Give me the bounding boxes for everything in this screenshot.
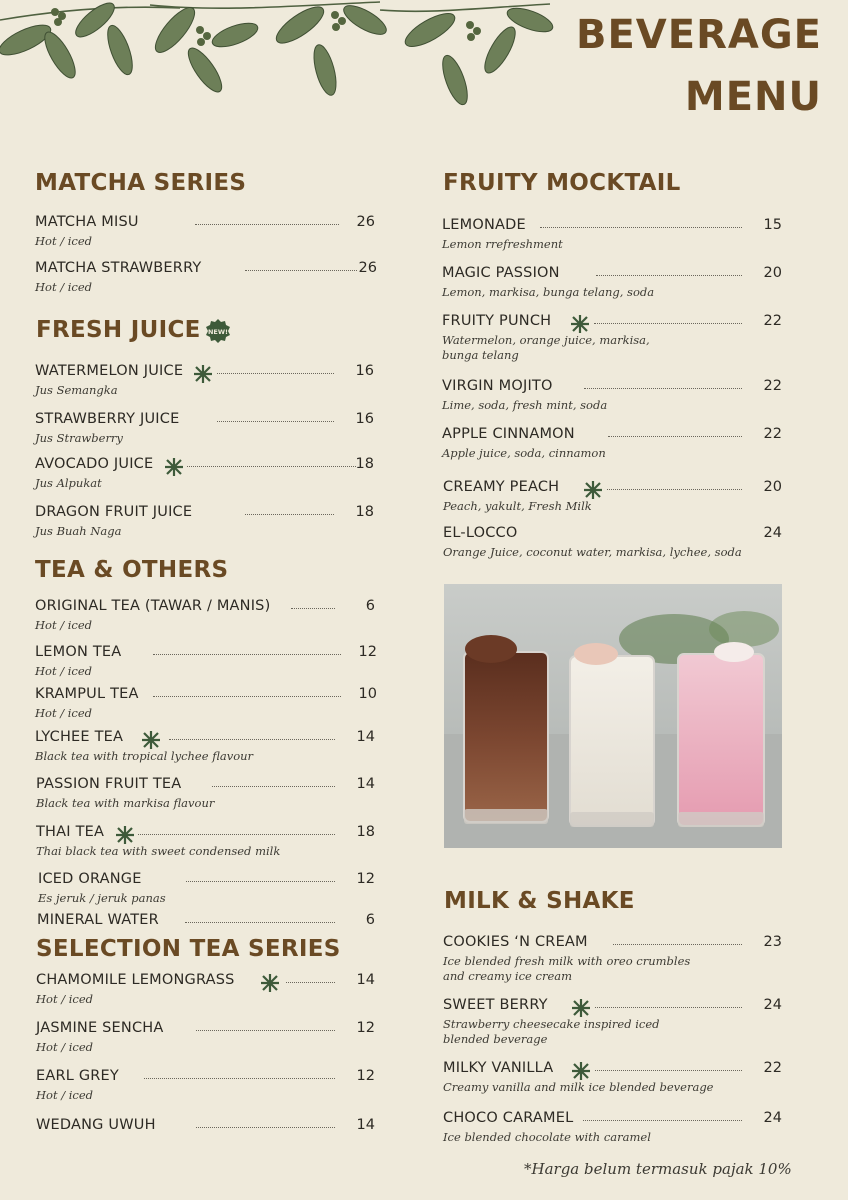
item-price: 12 <box>356 1020 375 1036</box>
menu-item <box>35 729 375 769</box>
item-price: 14 <box>356 1117 375 1133</box>
menu-item <box>35 363 374 403</box>
item-price: 18 <box>356 824 375 840</box>
item-price: 24 <box>763 525 782 541</box>
item-desc: Hot / iced <box>36 1088 94 1102</box>
item-desc: Hot / iced <box>35 234 93 248</box>
star-icon <box>570 314 590 334</box>
item-price: 22 <box>763 378 782 394</box>
tax-footnote: *Harga belum termasuk pajak 10% <box>524 1160 792 1178</box>
item-name: DRAGON FRUIT JUICE <box>35 504 193 520</box>
star-icon <box>571 1061 591 1081</box>
menu-item <box>35 644 377 684</box>
menu-item <box>443 1110 782 1150</box>
item-desc: Thai black tea with sweet condensed milk <box>36 844 281 858</box>
item-name: APPLE CINNAMON <box>442 426 575 442</box>
item-name: EL-LOCCO <box>443 525 518 541</box>
item-name: MATCHA STRAWBERRY <box>35 260 202 276</box>
item-desc: Es jeruk / jeruk panas <box>38 891 166 905</box>
item-price: 18 <box>355 456 374 472</box>
item-price: 12 <box>356 1068 375 1084</box>
item-name: STRAWBERRY JUICE <box>35 411 180 427</box>
star-icon <box>141 730 161 750</box>
item-desc: Lemon, markisa, bunga telang, soda <box>442 285 655 299</box>
menu-title <box>576 4 822 128</box>
menu-item <box>36 1117 375 1139</box>
item-price: 26 <box>358 260 377 276</box>
item-desc: Lemon rrefreshment <box>442 237 563 251</box>
item-price: 14 <box>356 776 375 792</box>
item-desc: Creamy vanilla and milk ice blended beverage <box>443 1080 714 1094</box>
menu-item <box>35 598 375 638</box>
menu-item <box>36 1020 375 1060</box>
drinks-photo <box>444 584 782 848</box>
star-icon <box>115 825 135 845</box>
menu-item <box>443 525 782 565</box>
menu-item <box>443 479 782 519</box>
item-desc: Hot / iced <box>36 1040 94 1054</box>
item-name: LYCHEE TEA <box>35 729 124 745</box>
item-name: MAGIC PASSION <box>442 265 560 281</box>
item-name: WEDANG UWUH <box>36 1117 156 1133</box>
menu-item <box>443 997 782 1049</box>
item-desc: Hot / iced <box>35 664 93 678</box>
coffee-leaf-illustration <box>0 0 560 110</box>
menu-item <box>35 456 374 496</box>
item-price: 6 <box>365 598 375 614</box>
item-price: 16 <box>355 363 374 379</box>
section-title-mocktail: FRUITY MOCKTAIL <box>443 170 681 196</box>
item-name: KRAMPUL TEA <box>35 686 139 702</box>
item-desc: Jus Semangka <box>35 383 118 397</box>
item-desc: Hot / iced <box>35 618 93 632</box>
section-title-milk: MILK & SHAKE <box>444 888 635 914</box>
menu-item <box>36 972 375 1012</box>
star-icon <box>583 480 603 500</box>
menu-item <box>442 265 782 305</box>
item-desc: Jus Alpukat <box>35 476 102 490</box>
item-desc: Ice blended chocolate with caramel <box>443 1130 651 1144</box>
menu-item <box>35 411 374 451</box>
item-name: LEMON TEA <box>35 644 122 660</box>
item-price: 18 <box>355 504 374 520</box>
item-name: EARL GREY <box>36 1068 119 1084</box>
item-desc: Hot / iced <box>36 992 94 1006</box>
item-desc: Jus Buah Naga <box>35 524 122 538</box>
item-desc: Ice blended fresh milk with oreo crumbles and creamy ice cream <box>443 954 691 983</box>
item-desc: Hot / iced <box>35 706 93 720</box>
item-desc: Black tea with tropical lychee flavour <box>35 749 254 763</box>
menu-item <box>38 871 375 911</box>
menu-item <box>36 776 375 816</box>
item-price: 16 <box>355 411 374 427</box>
item-price: 6 <box>365 912 375 928</box>
item-price: 10 <box>358 686 377 702</box>
menu-item <box>35 504 374 544</box>
item-price: 12 <box>356 871 375 887</box>
item-name: SWEET BERRY <box>443 997 548 1013</box>
star-icon <box>193 364 213 384</box>
star-icon <box>164 457 184 477</box>
menu-item <box>442 378 782 418</box>
menu-item <box>35 686 377 726</box>
item-name: MILKY VANILLA <box>443 1060 554 1076</box>
item-price: 26 <box>356 214 375 230</box>
menu-item <box>443 1060 782 1100</box>
item-desc: Black tea with markisa flavour <box>36 796 215 810</box>
menu-title-line1: BEVERAGE <box>575 12 822 58</box>
item-desc: Jus Strawberry <box>35 431 123 445</box>
item-price: 24 <box>763 997 782 1013</box>
item-name: LEMONADE <box>442 217 526 233</box>
new-badge-label: NEW! <box>207 328 229 336</box>
item-name: CHOCO CARAMEL <box>443 1110 574 1126</box>
item-name: FRUITY PUNCH <box>442 313 552 329</box>
menu-item <box>442 313 782 365</box>
item-name: ORIGINAL TEA (TAWAR / MANIS) <box>35 598 271 614</box>
item-desc: Apple juice, soda, cinnamon <box>442 446 606 460</box>
item-name: CREAMY PEACH <box>443 479 560 495</box>
item-name: COOKIES ‘N CREAM <box>443 934 588 950</box>
item-price: 12 <box>358 644 377 660</box>
menu-title-line2: MENU <box>684 74 822 120</box>
star-icon <box>571 998 591 1018</box>
item-name: JASMINE SENCHA <box>36 1020 164 1036</box>
item-price: 22 <box>763 313 782 329</box>
section-title-matcha: MATCHA SERIES <box>35 170 247 196</box>
item-price: 23 <box>763 934 782 950</box>
section-title-tea: TEA & OTHERS <box>35 557 229 583</box>
item-price: 20 <box>763 265 782 281</box>
item-name: VIRGIN MOJITO <box>442 378 553 394</box>
item-name: THAI TEA <box>36 824 105 840</box>
item-desc: Lime, soda, fresh mint, soda <box>442 398 608 412</box>
item-price: 24 <box>763 1110 782 1126</box>
item-name: WATERMELON JUICE <box>35 363 184 379</box>
menu-item <box>442 217 782 257</box>
new-badge <box>205 318 231 344</box>
item-name: MINERAL WATER <box>37 912 159 928</box>
menu-item <box>443 934 782 986</box>
item-desc: Peach, yakult, Fresh Milk <box>443 499 592 513</box>
item-desc: Watermelon, orange juice, markisa, bunga telang <box>442 333 650 362</box>
section-title-selection: SELECTION TEA SERIES <box>36 936 341 962</box>
item-price: 22 <box>763 426 782 442</box>
menu-item <box>37 912 375 934</box>
item-name: MATCHA MISU <box>35 214 139 230</box>
menu-item <box>35 214 375 254</box>
item-price: 14 <box>356 729 375 745</box>
item-price: 15 <box>763 217 782 233</box>
menu-item <box>36 824 375 864</box>
item-desc: Hot / iced <box>35 280 93 294</box>
menu-item <box>35 260 377 300</box>
star-icon <box>260 973 280 993</box>
item-name: AVOCADO JUICE <box>35 456 154 472</box>
item-price: 20 <box>763 479 782 495</box>
item-name: PASSION FRUIT TEA <box>36 776 182 792</box>
item-desc: Strawberry cheesecake inspired iced blended beverage <box>443 1017 660 1046</box>
menu-item <box>442 426 782 466</box>
menu-item <box>36 1068 375 1108</box>
item-price: 22 <box>763 1060 782 1076</box>
item-desc: Orange Juice, coconut water, markisa, lychee, soda <box>443 545 742 559</box>
section-title-juice: FRESH JUICE <box>36 317 201 343</box>
item-name: ICED ORANGE <box>38 871 142 887</box>
item-name: CHAMOMILE LEMONGRASS <box>36 972 235 988</box>
item-price: 14 <box>356 972 375 988</box>
